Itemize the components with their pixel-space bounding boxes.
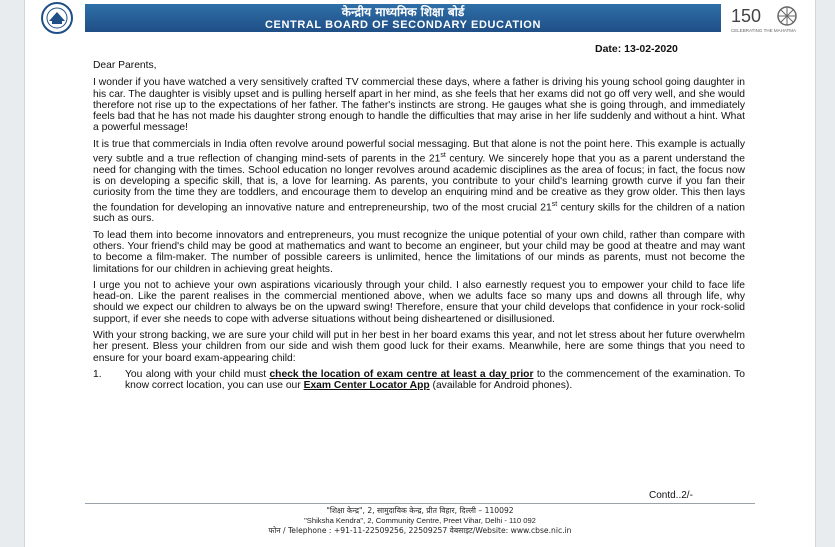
anniversary-text: CELEBRATING THE MAHATMA — [731, 28, 797, 33]
letter-body — [93, 60, 745, 392]
list-item: 1. You along with your child must check the location of exam centre at least a day prior to the commencement of the examination. To know correct location, you can use our Exam Center Locator App (available for Android phones). — [93, 368, 745, 392]
anniversary-number: 150 — [731, 6, 762, 26]
list-item-number: 1. — [93, 368, 102, 380]
footer-address-hindi: "शिक्षा केन्द्र", 2, सामुदायिक केन्द्र, प्रीत विहार, दिल्ली – 110092 — [326, 506, 514, 515]
letter-footer — [25, 506, 815, 536]
letter-page — [24, 0, 816, 547]
board-name-banner — [85, 4, 721, 32]
salutation: Dear Parents, — [93, 60, 157, 71]
letter-date: Date: 13-02-2020 — [595, 43, 678, 55]
gandhi-150-logo — [727, 2, 811, 34]
paragraph-3: To lead them into become innovators and entrepreneurs, you must recognize the unique potential of your own child, rather than compare with others. Your friend's child may be good at mathematics and want to become an engineer, but your child may be good at theatre and may want to become a film-maker. The number of possible careers is unlimited, hence the limitations of our minds as parents, must not become the limitations for our children in achieving great heights. — [93, 229, 745, 275]
footer-divider — [85, 503, 755, 504]
board-name-hindi: केन्द्रीय माध्यमिक शिक्षा बोर्ड — [341, 5, 465, 19]
exam-center-locator-app-link[interactable]: Exam Center Locator App — [303, 380, 430, 392]
footer-address-english: "Shiksha Kendra", 2, Community Centre, Preet Vihar, Delhi - 110 092 — [304, 516, 536, 525]
letterhead — [25, 0, 815, 36]
cbse-emblem-icon — [35, 1, 79, 35]
footer-contact: फोन / Telephone : +91-11-22509256, 22509257 वेबसाइट/Website: www.cbse.nic.in — [268, 526, 572, 535]
continued-marker: Contd..2/- — [649, 490, 693, 501]
instruction-list — [93, 369, 745, 392]
exam-centre-location-note: check the location of exam centre at least a day prior — [269, 368, 534, 380]
board-name-english: CENTRAL BOARD OF SECONDARY EDUCATION — [264, 19, 542, 31]
paragraph-1: I wonder if you have watched a very sensitively crafted TV commercial these days, where a father is driving his young school going daughter in his car. The daughter is visibly upset and is pulling herself apart in her mind, as she feels that her exams did not go off very well, and she would therefore not rise up to the expectations of her father. The father's instincts are strong. He gauges what she is going through, and immediately feels bad that he has not made his daughter strong enough to handle the difficulties that may arise in her life suddenly and without a hint. What a powerful message! — [93, 77, 745, 134]
paragraph-4: I urge you not to achieve your own aspirations vicariously through your child. I also earnestly request you to empower your child to face life head-on. Like the parent realises in the commercial mentioned above, when we adults face so many ups and downs all through life, why should we expect our children to always be on the upward swing! Therefore, ensure that your child develops that confidence in your rock-solid support, if ever she needs to cope with adverse situations without being disheartened or disillusioned. — [93, 279, 745, 325]
paragraph-2: It is true that commercials in India often revolve around powerful social messaging. But that alone is not the point here. This example is actually very subtle and a true reflection of changing mind-sets of parents in the 21st century. We sincerely hope that you as a parent understand the need for changing with the times. School education no longer revolves around academic disciplines as the area of focus; in fact, the focus now is on developing a specific skill, that is, a love for learning. As parents, you contribute to your child's learning growth curve if you fan their curiosity from the time they are toddlers, and encourage them to develop an enquiring mind and be creative as they grow older. This then lays the foundation for developing an innovative nature and entrepreneurship, two of the most crucial 21st century skills for the children of a nation such as ours. — [93, 138, 746, 225]
paragraph-5: With your strong backing, we are sure your child will put in her best in her board exams this year, and not let stress about her future overwhelm her present. Bless your children from our side and wish them good luck for their exams. Meanwhile, here are some things that you need to ensure for your board exam-appearing child: — [93, 330, 745, 364]
